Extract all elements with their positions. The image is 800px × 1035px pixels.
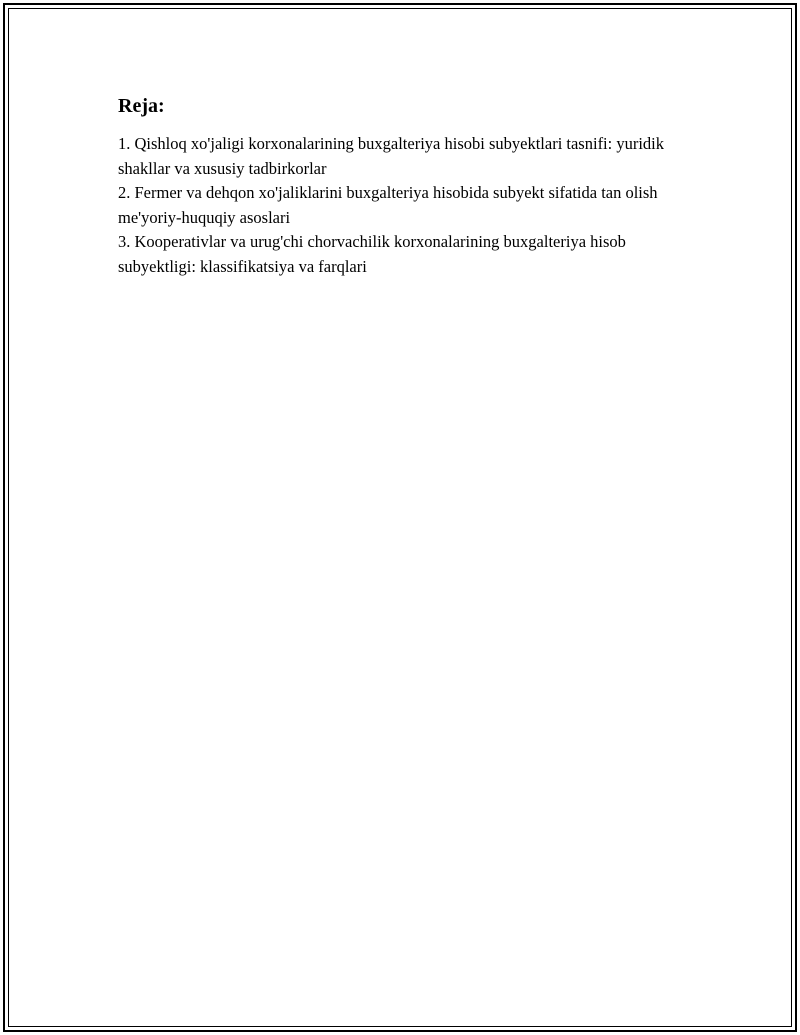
plan-item-2: 2. Fermer va dehqon xo'jaliklarini buxgalteriya hisobida subyekt sifatida tan olish me'yoriy-huquqiy asoslari <box>118 183 658 227</box>
document-content <box>118 94 698 279</box>
plan-heading: Reja: <box>118 95 165 117</box>
plan-item-3: 3. Kooperativlar va urug'chi chorvachilik korxonalarining buxgalteriya hisob subyektligi: klassifikatsiya va farqlari <box>118 232 626 276</box>
plan-item-1: 1. Qishloq xo'jaligi korxonalarining buxgalteriya hisobi subyektlari tasnifi: yuridik shakllar va xususiy tadbirkorlar <box>118 134 665 178</box>
plan-list <box>118 132 698 279</box>
